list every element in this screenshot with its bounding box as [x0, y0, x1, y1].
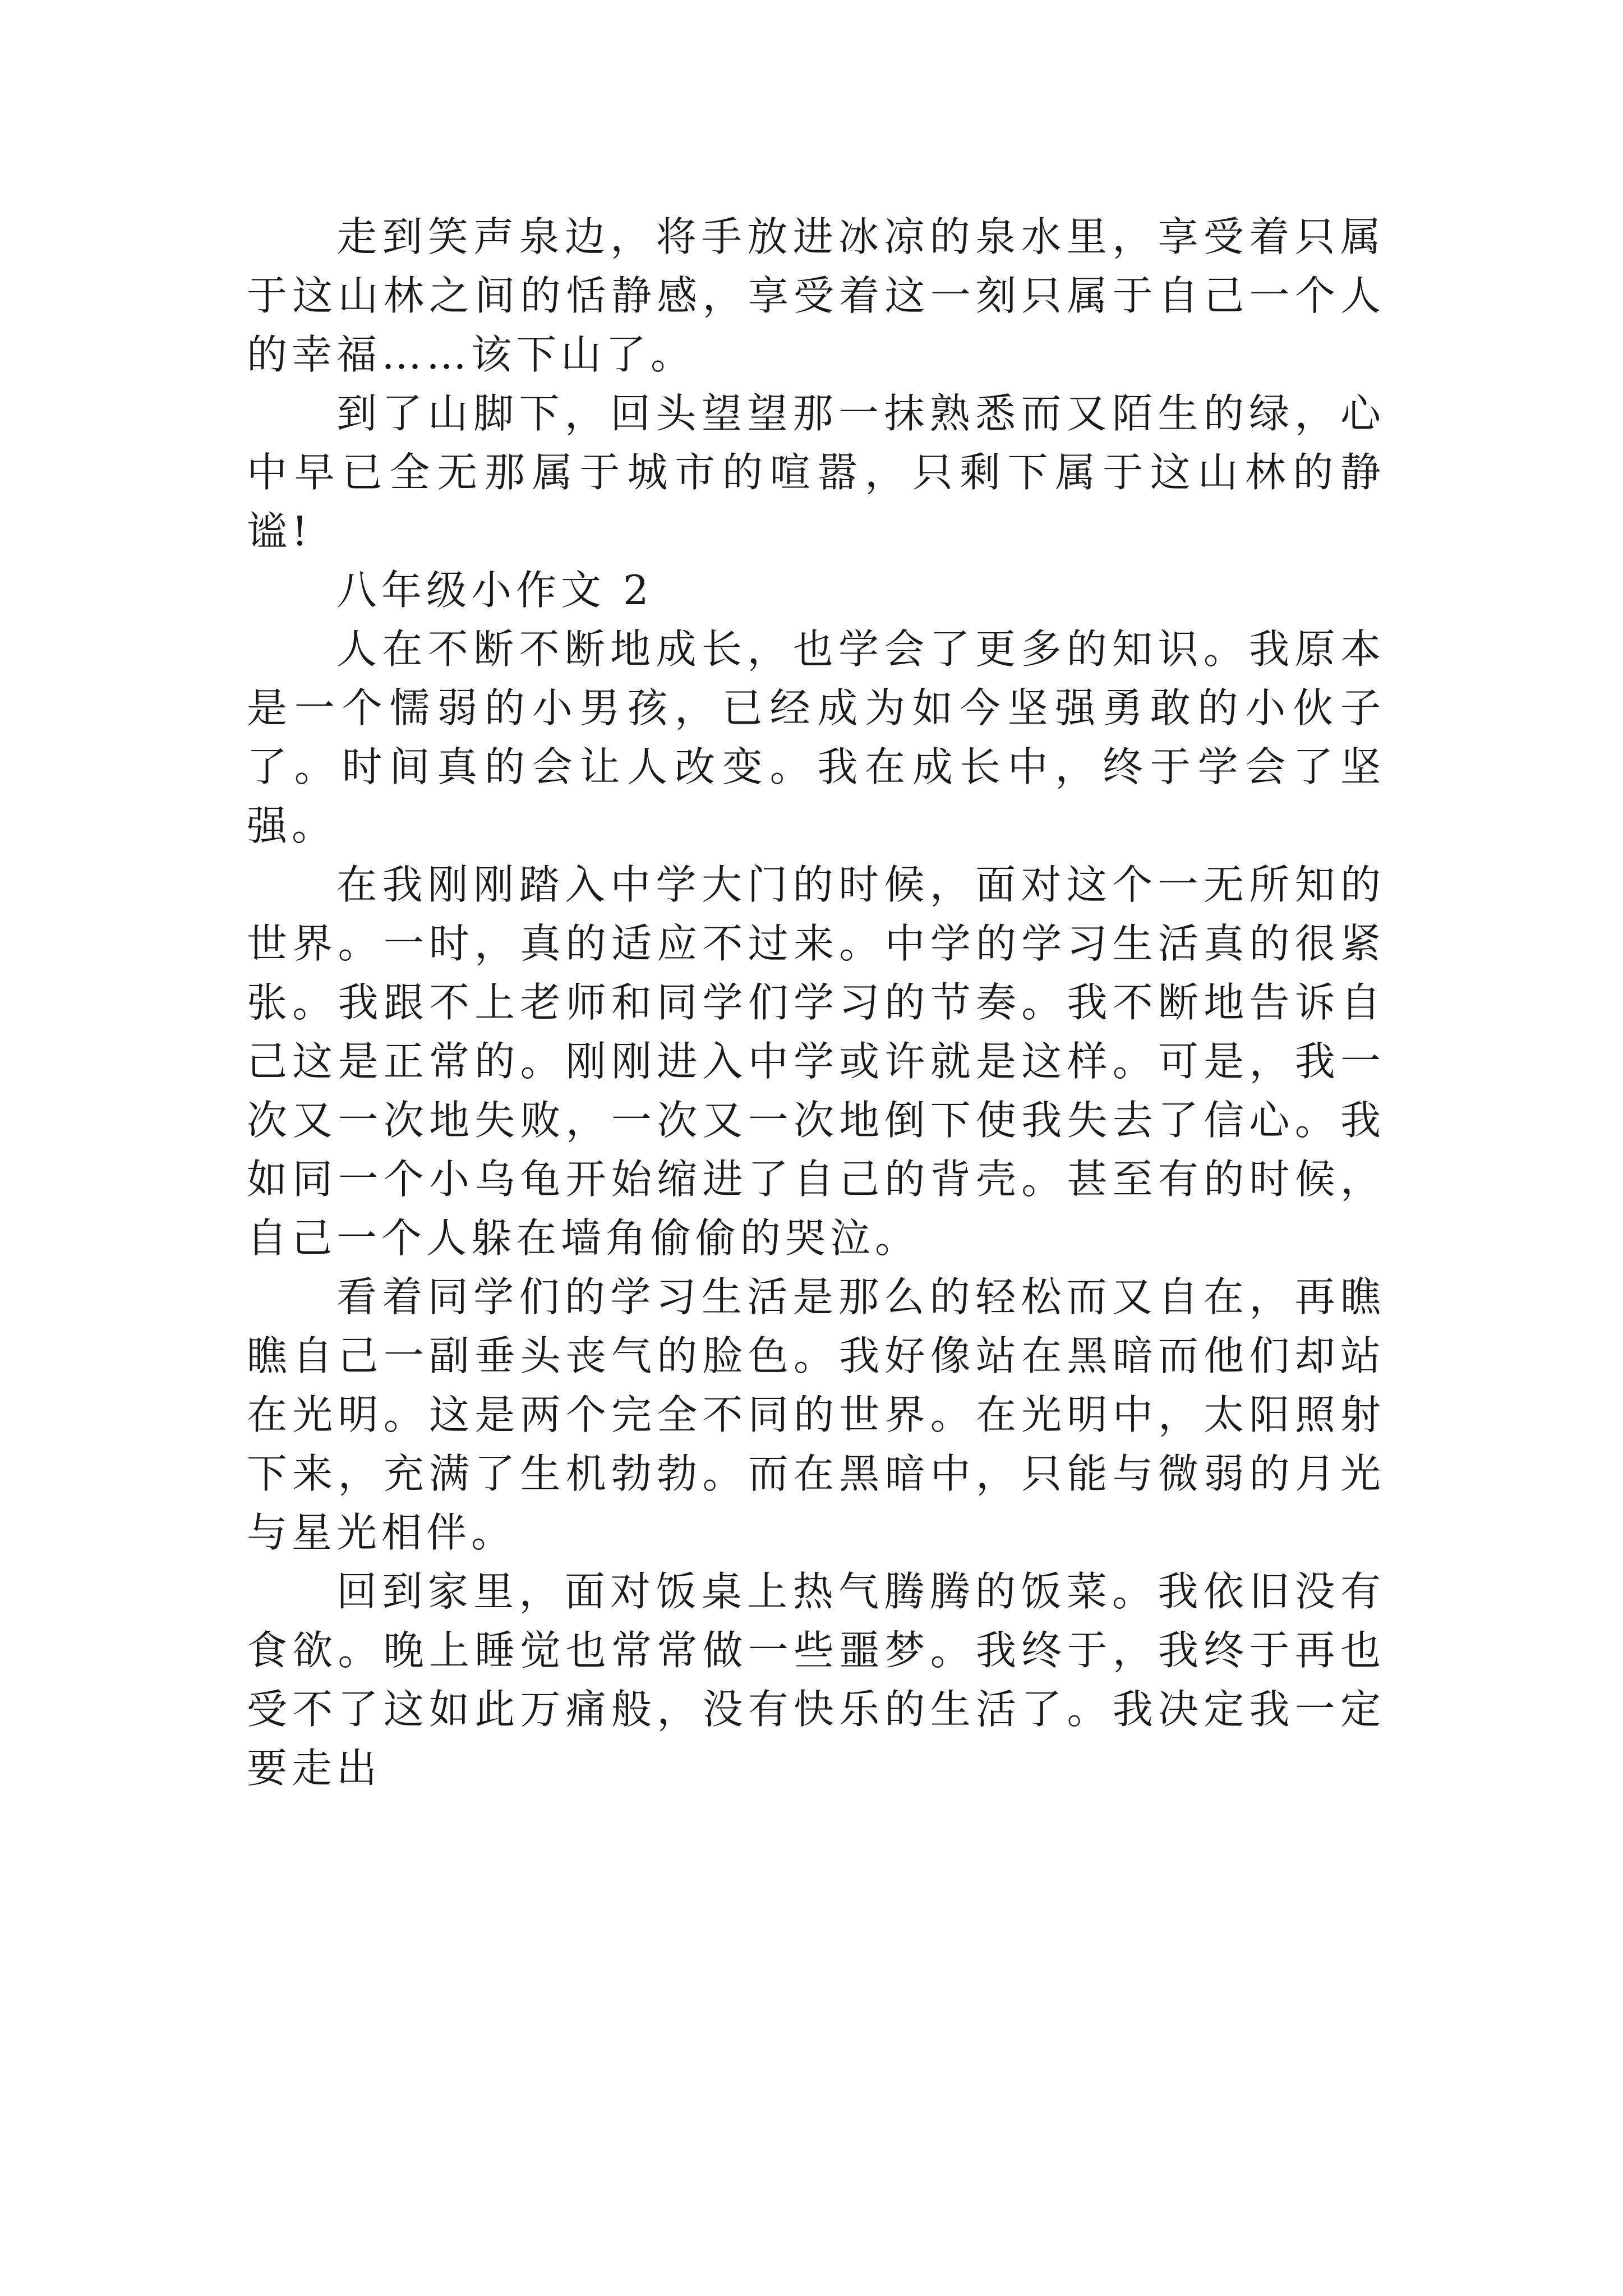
document-body [247, 208, 1385, 1798]
paragraph-mountain-foot: 到了山脚下，回头望望那一抹熟悉而又陌生的绿，心中早已全无那属于城市的喧嚣，只剩下属于这山林的静谧! [247, 390, 1385, 555]
paragraph-classmates: 看着同学们的学习生活是那么的轻松而又自在，再瞧瞧自己一副垂头丧气的脸色。我好像站在黑暗而他们却站在光明。这是两个完全不同的世界。在光明中，太阳照射下来，充满了生机勃勃。而在黑暗中，只能与微弱的月光与星光相伴。 [247, 1273, 1385, 1556]
paragraph-growth: 人在不断不断地成长，也学会了更多的知识。我原本是一个懦弱的小男孩，已经成为如今坚强勇敢的小伙子了。时间真的会让人改变。我在成长中，终于学会了坚强。 [247, 625, 1385, 849]
paragraph-middle-school: 在我刚刚踏入中学大门的时候，面对这个一无所知的世界。一时，真的适应不过来。中学的学习生活真的很紧张。我跟不上老师和同学们学习的节奏。我不断地告诉自己这是正常的。刚刚进入中学或许就是这样。可是，我一次又一次地失败，一次又一次地倒下使我失去了信心。我如同一个小乌龟开始缩进了自己的背壳。甚至有的时候，自己一个人躲在墙角偷偷的哭泣。 [247, 861, 1385, 1262]
paragraph-home: 回到家里，面对饭桌上热气腾腾的饭菜。我依旧没有食欲。晚上睡觉也常常做一些噩梦。我终于，我终于再也受不了这如此万痛般，没有快乐的生活了。我决定我一定要走出 [247, 1568, 1385, 1792]
paragraph-spring: 走到笑声泉边，将手放进冰凉的泉水里，享受着只属于这山林之间的恬静感，享受着这一刻只属于自己一个人的幸福……该下山了。 [247, 213, 1385, 378]
essay-heading: 八年级小作文 2 [336, 567, 653, 614]
